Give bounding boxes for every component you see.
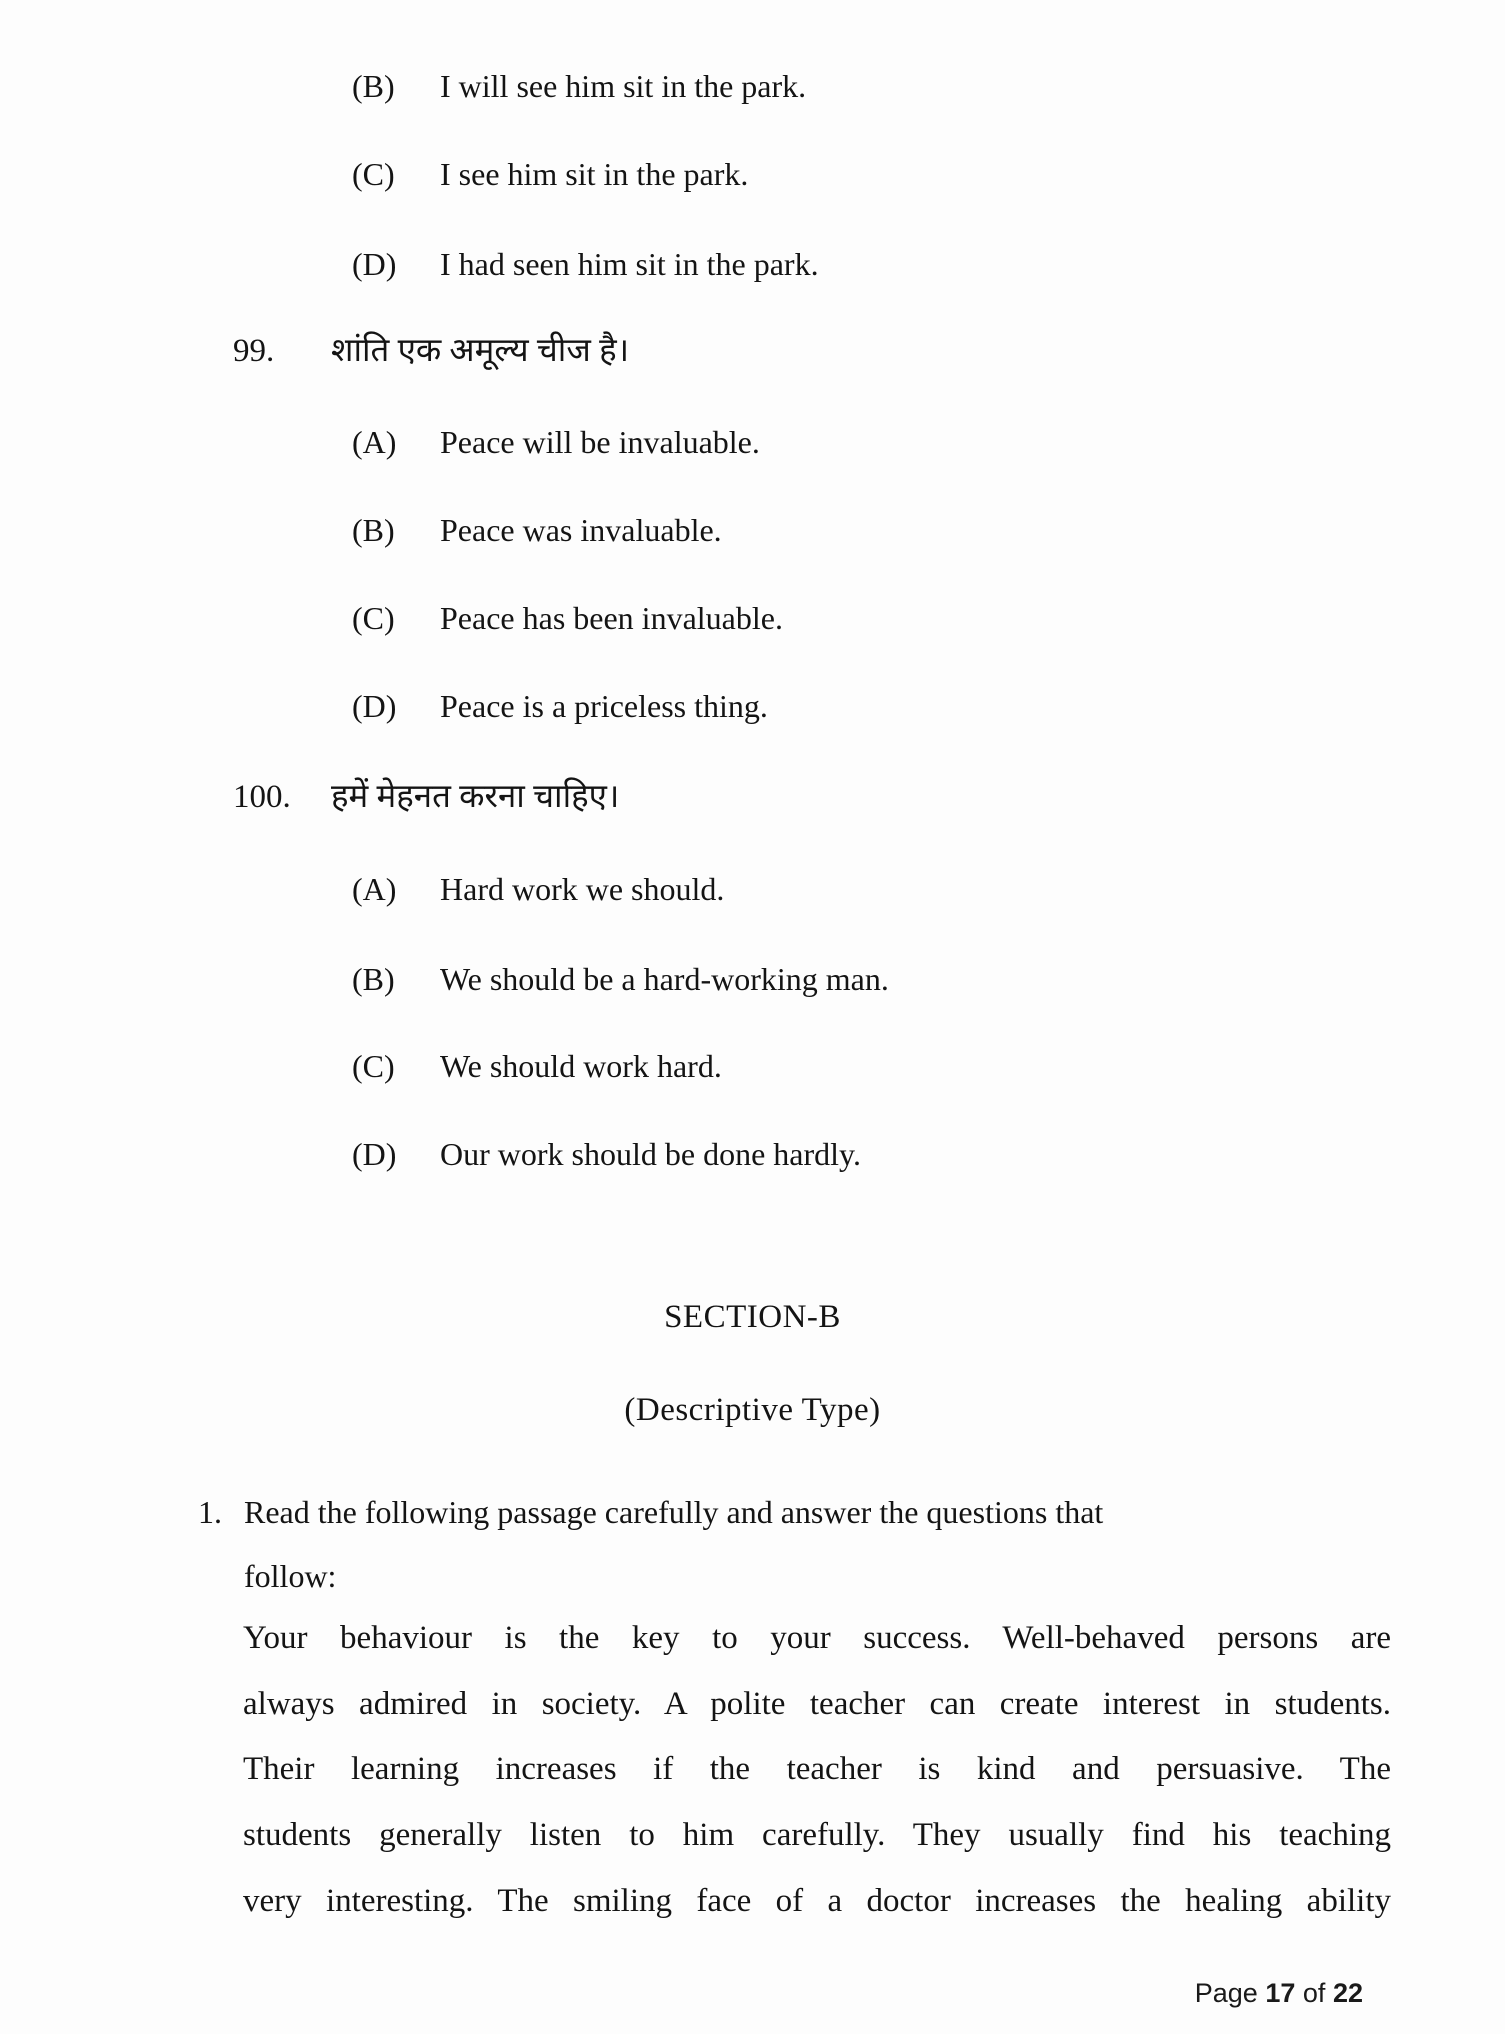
instruction-line: follow:: [244, 1558, 337, 1594]
option-label: (A): [352, 871, 397, 907]
section-title: SECTION-B: [664, 1299, 841, 1335]
option-text: Hard work we should.: [440, 871, 725, 907]
option-text: Peace will be invaluable.: [440, 424, 760, 460]
question-text: शांति एक अमूल्य चीज है।: [331, 333, 630, 369]
option-label: (C): [352, 600, 395, 636]
question-option: [352, 246, 819, 283]
option-label: (D): [352, 1136, 397, 1172]
page-label: Page: [1194, 1978, 1258, 2008]
option-text: Peace is a priceless thing.: [440, 688, 768, 724]
option-text: I see him sit in the park.: [440, 156, 749, 192]
passage-line: always admired in society. A polite teacher can create interest in students.: [243, 1685, 1391, 1722]
option-text: We should be a hard-working man.: [440, 961, 889, 997]
question-99: [233, 332, 629, 372]
section-subtitle: (Descriptive Type): [624, 1392, 881, 1428]
question-instruction: [244, 1480, 1324, 1608]
question-option: [352, 1136, 861, 1173]
page-footer: [1195, 1978, 1363, 2009]
option-label: (B): [352, 961, 395, 997]
of-label: of: [1302, 1978, 1326, 2008]
option-label: (C): [352, 1048, 395, 1084]
question-option: [352, 424, 760, 461]
question-option: [352, 688, 768, 725]
option-text: Peace was invaluable.: [440, 512, 722, 548]
option-label: (B): [352, 68, 395, 104]
question-option: [352, 512, 722, 549]
option-label: (B): [352, 512, 395, 548]
option-label: (D): [352, 246, 397, 282]
instruction-line: Read the following passage carefully and answer the questions that: [244, 1494, 1104, 1530]
passage-line: students generally listen to him carefully. They usually find his teaching: [243, 1817, 1391, 1854]
option-label: (D): [352, 688, 397, 724]
reading-passage: [243, 1606, 1391, 1934]
passage-line: very interesting. The smiling face of a doctor increases the healing ability: [243, 1882, 1391, 1919]
option-label: (A): [352, 424, 397, 460]
option-text: I will see him sit in the park.: [440, 68, 807, 104]
question-text: हमें मेहनत करना चाहिए।: [331, 779, 620, 815]
question-number: 100.: [233, 779, 291, 815]
option-text: I had seen him sit in the park.: [440, 246, 819, 282]
page-number: 17: [1265, 1978, 1296, 2008]
total-pages: 22: [1332, 1978, 1363, 2008]
question-option: [352, 871, 724, 908]
passage-line: Their learning increases if the teacher is kind and persuasive. The: [243, 1751, 1391, 1788]
question-100: [233, 778, 619, 818]
passage-line: Your behaviour is the key to your success. Well-behaved persons are: [243, 1620, 1391, 1656]
question-option: [352, 1048, 722, 1085]
question-number: 99.: [233, 333, 275, 369]
question-option: [352, 68, 806, 105]
question-number: 1.: [198, 1494, 222, 1530]
option-text: We should work hard.: [440, 1048, 722, 1084]
descriptive-question-1: [198, 1480, 1324, 1608]
question-option: [352, 600, 783, 637]
question-option: [352, 961, 889, 998]
option-label: (C): [352, 156, 395, 192]
question-option: [352, 156, 748, 193]
option-text: Peace has been invaluable.: [440, 600, 783, 636]
option-text: Our work should be done hardly.: [440, 1136, 861, 1172]
